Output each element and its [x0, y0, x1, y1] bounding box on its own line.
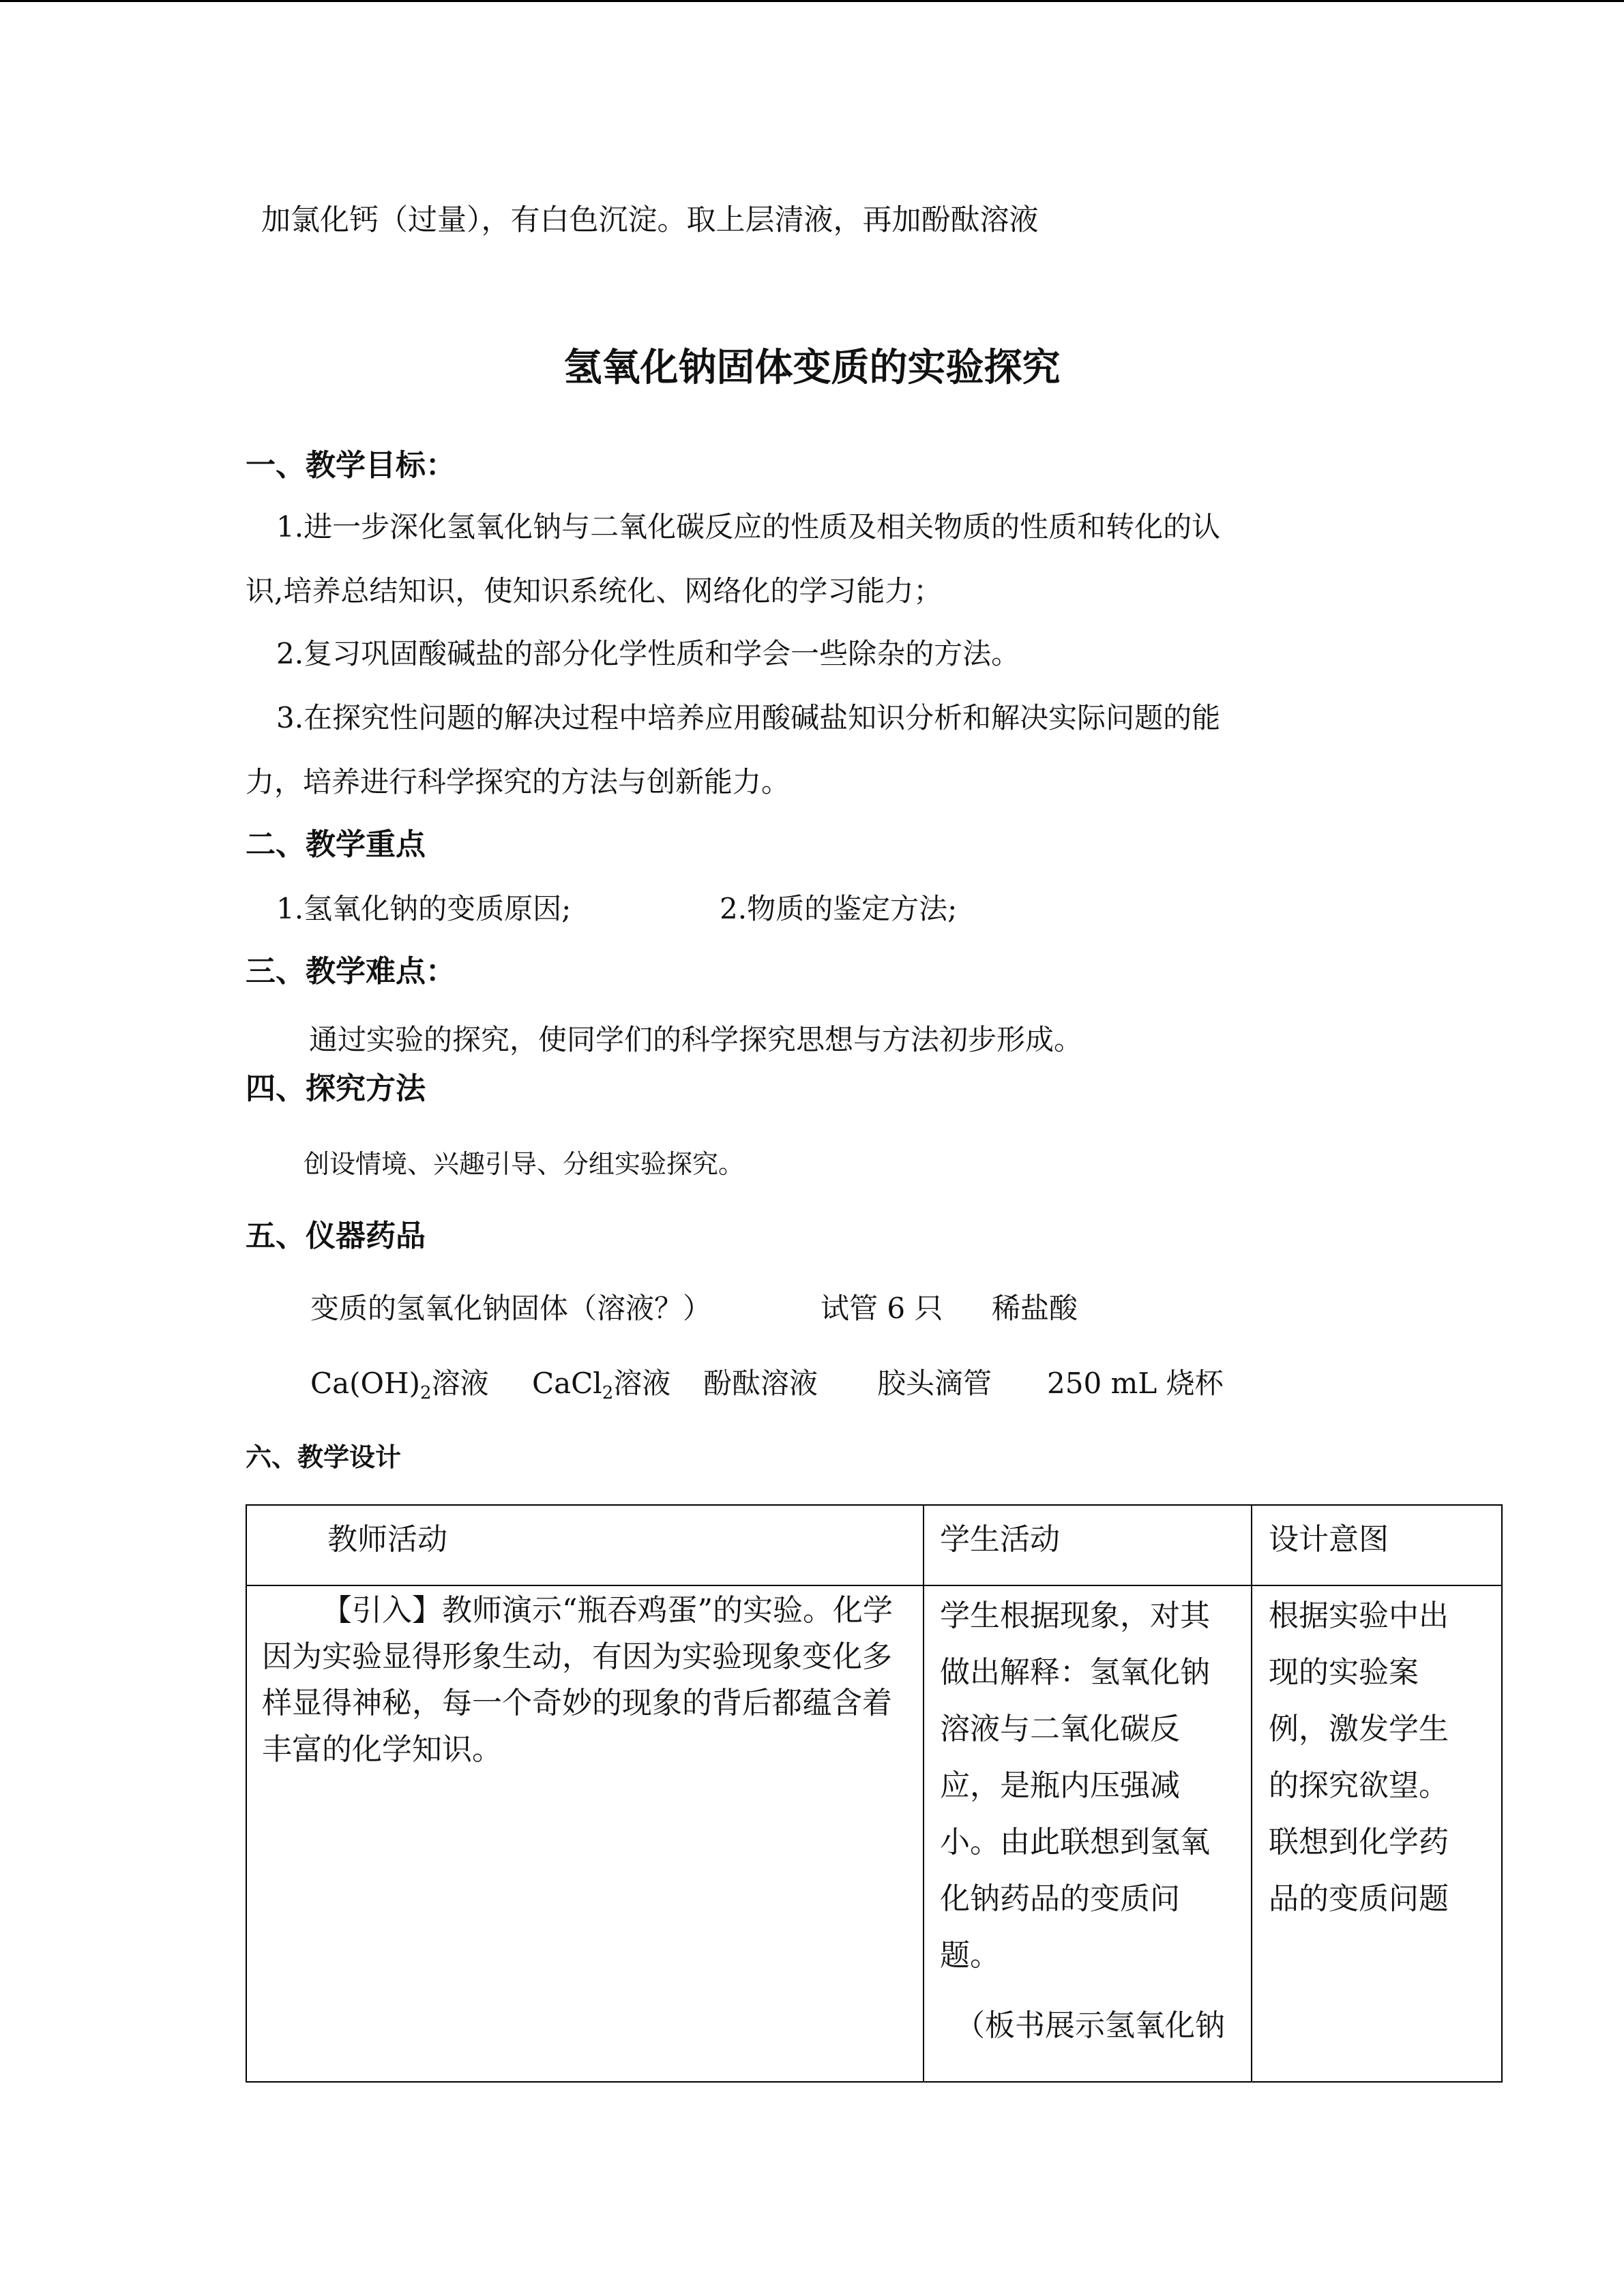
intent-line: 现的实验案: [1269, 1655, 1419, 1690]
key-point-2: 2.物质的鉴定方法;: [720, 892, 958, 925]
header-teacher-activity: 教师活动: [327, 1522, 447, 1557]
design-heading: 六、教学设计: [246, 1442, 402, 1472]
material-hcl: 稀盐酸: [992, 1292, 1078, 1325]
goal-item-2: 2.复习巩固酸碱盐的部分化学性质和学会一些除杂的方法。: [276, 637, 1020, 670]
materials-heading: 五、仪器药品: [246, 1219, 426, 1253]
student-line: 做出解释：氢氧化钠: [940, 1655, 1210, 1690]
column-divider: [1251, 1506, 1252, 2081]
student-line: 小。由此联想到氢氧: [940, 1825, 1210, 1860]
student-line: 学生根据现象，对其: [940, 1598, 1210, 1633]
page-title: 氢氧化钠固体变质的实验探究: [563, 346, 1061, 390]
intent-line: 例，激发学生: [1269, 1712, 1449, 1746]
intent-line: 的探究欲望。: [1269, 1768, 1449, 1803]
intent-line: 联想到化学药: [1269, 1825, 1449, 1860]
page-top-border: [0, 0, 1624, 2]
material-phenolphthalein: 酚酞溶液: [703, 1367, 818, 1400]
column-divider: [923, 1506, 924, 2081]
methods-heading: 四、探究方法: [246, 1071, 426, 1106]
material-cacl2: CaCl$_2$溶液: [532, 1367, 671, 1403]
goal-item-1-line-1: 1.进一步深化氢氧化钠与二氧化碳反应的性质及相关物质的性质和转化的认: [276, 510, 1221, 543]
design-intent-cell: [1269, 1587, 1494, 1927]
header-student-activity: 学生活动: [940, 1522, 1060, 1557]
teaching-design-table: [246, 1504, 1503, 2083]
goal-item-1-line-2: 识,培养总结知识，使知识系统化、网络化的学习能力；: [246, 574, 943, 608]
goal-item-3-line-1: 3.在探究性问题的解决过程中培养应用酸碱盐知识分析和解决实际问题的能: [276, 701, 1221, 734]
student-line: （板书展示氢氧化钠: [955, 2008, 1225, 2043]
student-line: 题。: [940, 1938, 1000, 1973]
goal-item-3-line-2: 力，培养进行科学探究的方法与创新能力。: [246, 765, 791, 799]
intent-line: 根据实验中出: [1269, 1598, 1449, 1633]
student-line: 溶液与二氧化碳反: [940, 1712, 1180, 1746]
teacher-activity-cell: [262, 1587, 910, 1773]
student-line: 化钠药品的变质问: [940, 1881, 1180, 1916]
difficulties-heading: 三、教学难点：: [246, 954, 456, 989]
student-activity-cell: [940, 1587, 1240, 2054]
material-beaker: 250 mL 烧杯: [1047, 1367, 1224, 1400]
difficulties-text: 通过实验的探究，使同学们的科学探究思想与方法初步形成。: [309, 1023, 1083, 1056]
key-points-heading: 二、教学重点: [246, 827, 426, 862]
goals-heading: 一、教学目标：: [246, 448, 456, 483]
key-point-1: 1.氢氧化钠的变质原因;: [276, 892, 572, 925]
intro-line: 加氯化钙（过量），有白色沉淀。取上层清液，再加酚酞溶液: [261, 203, 1039, 237]
material-dropper: 胶头滴管: [877, 1367, 992, 1400]
intent-line: 品的变质问题: [1269, 1881, 1449, 1916]
material-naoh: 变质的氢氧化钠固体（溶液？）: [310, 1292, 712, 1325]
header-design-intent: 设计意图: [1269, 1522, 1389, 1557]
material-caoh2: $Ca(OH)_2$溶液: [310, 1367, 489, 1403]
methods-text: 创设情境、兴趣引导、分组实验探究。: [304, 1149, 745, 1179]
header-divider: [247, 1585, 1501, 1586]
student-line: 应，是瓶内压强减: [940, 1768, 1180, 1803]
teacher-activity-text: 【引入】教师演示“瓶吞鸡蛋”的实验。化学因为实验显得形象生动，有因为实验现象变化多样显得神秘，每一个奇妙的现象的背后都蕴含着丰富的化学知识。: [262, 1593, 893, 1767]
material-test-tubes: 试管 6 只: [821, 1292, 943, 1325]
